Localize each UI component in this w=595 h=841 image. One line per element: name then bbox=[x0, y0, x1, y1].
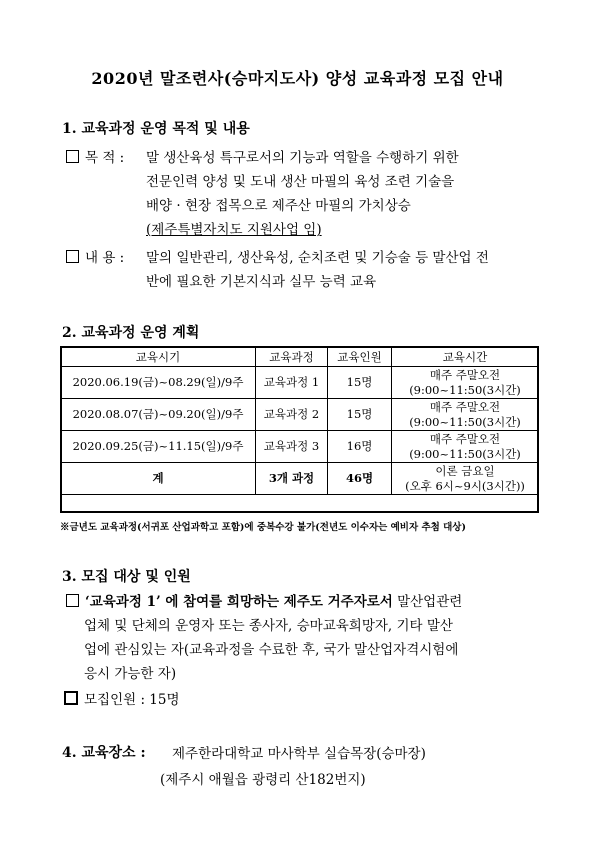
purpose-label: 목 적 : bbox=[85, 150, 125, 166]
table-row bbox=[61, 367, 539, 399]
cell-course: 교육과정 3 bbox=[256, 431, 328, 463]
target-bold: ‘교육과정 1’ 에 참여를 희망하는 제주도 거주자로서 bbox=[85, 594, 393, 610]
section3-heading: 3. 모집 대상 및 인원 bbox=[62, 569, 191, 585]
purpose-line: 배양 · 현장 접목으로 제주산 마필의 가치상승 bbox=[146, 198, 411, 214]
count-row bbox=[64, 688, 180, 708]
cell-count: 16명 bbox=[328, 431, 392, 463]
header-course: 교육과정 bbox=[256, 347, 328, 367]
time-line: 매주 주말오전 bbox=[429, 367, 501, 382]
time-line: (9:00~11:50(3시간) bbox=[409, 446, 521, 461]
content-line: 반에 필요한 기본지식과 실무 능력 교육 bbox=[146, 274, 377, 290]
cell-period: 2020.09.25(금)~11.15(일)/9주 bbox=[61, 431, 256, 463]
recruit-count: 모집인원 : 15명 bbox=[84, 692, 180, 708]
cell-course: 교육과정 1 bbox=[256, 367, 328, 399]
target-first-line bbox=[66, 590, 462, 610]
header-count: 교육인원 bbox=[328, 347, 392, 367]
section4-heading: 4. 교육장소 : bbox=[62, 745, 146, 761]
place: 제주한라대학교 마사학부 실습목장(승마장) bbox=[172, 746, 426, 762]
time-line: 매주 주말오전 bbox=[429, 399, 501, 414]
total-count: 46명 bbox=[328, 463, 392, 495]
cell-count: 15명 bbox=[328, 399, 392, 431]
purpose-line: 전문인력 양성 및 도내 생산 마필의 육성 조련 기술을 bbox=[146, 174, 455, 190]
cell-period: 2020.08.07(금)~09.20(일)/9주 bbox=[61, 399, 256, 431]
total-time bbox=[392, 463, 539, 495]
address: (제주시 애월읍 광령리 산182번지) bbox=[160, 772, 366, 788]
time-line: 이론 금요일 bbox=[435, 463, 495, 478]
header-time: 교육시간 bbox=[392, 347, 539, 367]
target-line: 응시 가능한 자) bbox=[84, 666, 177, 682]
content-row bbox=[66, 246, 124, 266]
cell-period: 2020.06.19(금)~08.29(일)/9주 bbox=[61, 367, 256, 399]
total-label: 계 bbox=[61, 463, 256, 495]
table-row bbox=[61, 399, 539, 431]
cell-count: 15명 bbox=[328, 367, 392, 399]
total-course: 3개 과정 bbox=[256, 463, 328, 495]
target-line: 업체 및 단체의 운영자 또는 종사자, 승마교육희망자, 기타 말산 bbox=[84, 618, 453, 634]
header-period: 교육시기 bbox=[61, 347, 256, 367]
section1-heading: 1. 교육과정 운영 목적 및 내용 bbox=[62, 121, 250, 137]
checkbox-icon bbox=[66, 594, 79, 607]
table-total-row bbox=[61, 463, 539, 495]
cell-time bbox=[392, 367, 539, 399]
section2-heading: 2. 교육과정 운영 계획 bbox=[62, 325, 200, 341]
target-line: 업에 관심있는 자(교육과정을 수료한 후, 국가 말산업자격시험에 bbox=[84, 642, 459, 658]
time-line: (9:00~11:50(3시간) bbox=[409, 382, 521, 397]
cell-time bbox=[392, 399, 539, 431]
purpose-row bbox=[66, 146, 124, 166]
time-line: 매주 주말오전 bbox=[429, 431, 501, 446]
schedule-table bbox=[60, 346, 539, 495]
time-line: (오후 6시~9시(3시간)) bbox=[405, 478, 525, 493]
content-line: 말의 일반관리, 생산육성, 순치조련 및 기승술 등 말산업 전 bbox=[146, 250, 489, 266]
cell-time bbox=[392, 431, 539, 463]
checkbox-icon bbox=[64, 691, 78, 705]
purpose-line: 말 생산육성 특구로서의 기능과 역할을 수행하기 위한 bbox=[146, 150, 459, 166]
target-rest: 말산업관련 bbox=[392, 594, 463, 610]
content-label: 내 용 : bbox=[85, 250, 125, 266]
table-footnote: ※금년도 교육과정(서귀포 산업과학고 포함)에 중복수강 불가(전년도 이수자는 예비자 추첨 대상) bbox=[60, 522, 466, 533]
time-line: (9:00~11:50(3시간) bbox=[409, 414, 521, 429]
document-title: 2020년 말조련사(승마지도사) 양성 교육과정 모집 안내 bbox=[91, 69, 504, 88]
checkbox-icon bbox=[66, 150, 79, 163]
table-header-row bbox=[61, 347, 539, 367]
table-row bbox=[61, 431, 539, 463]
purpose-note: (제주특별자치도 지원사업 임) bbox=[146, 222, 322, 238]
checkbox-icon bbox=[66, 250, 79, 263]
cell-course: 교육과정 2 bbox=[256, 399, 328, 431]
